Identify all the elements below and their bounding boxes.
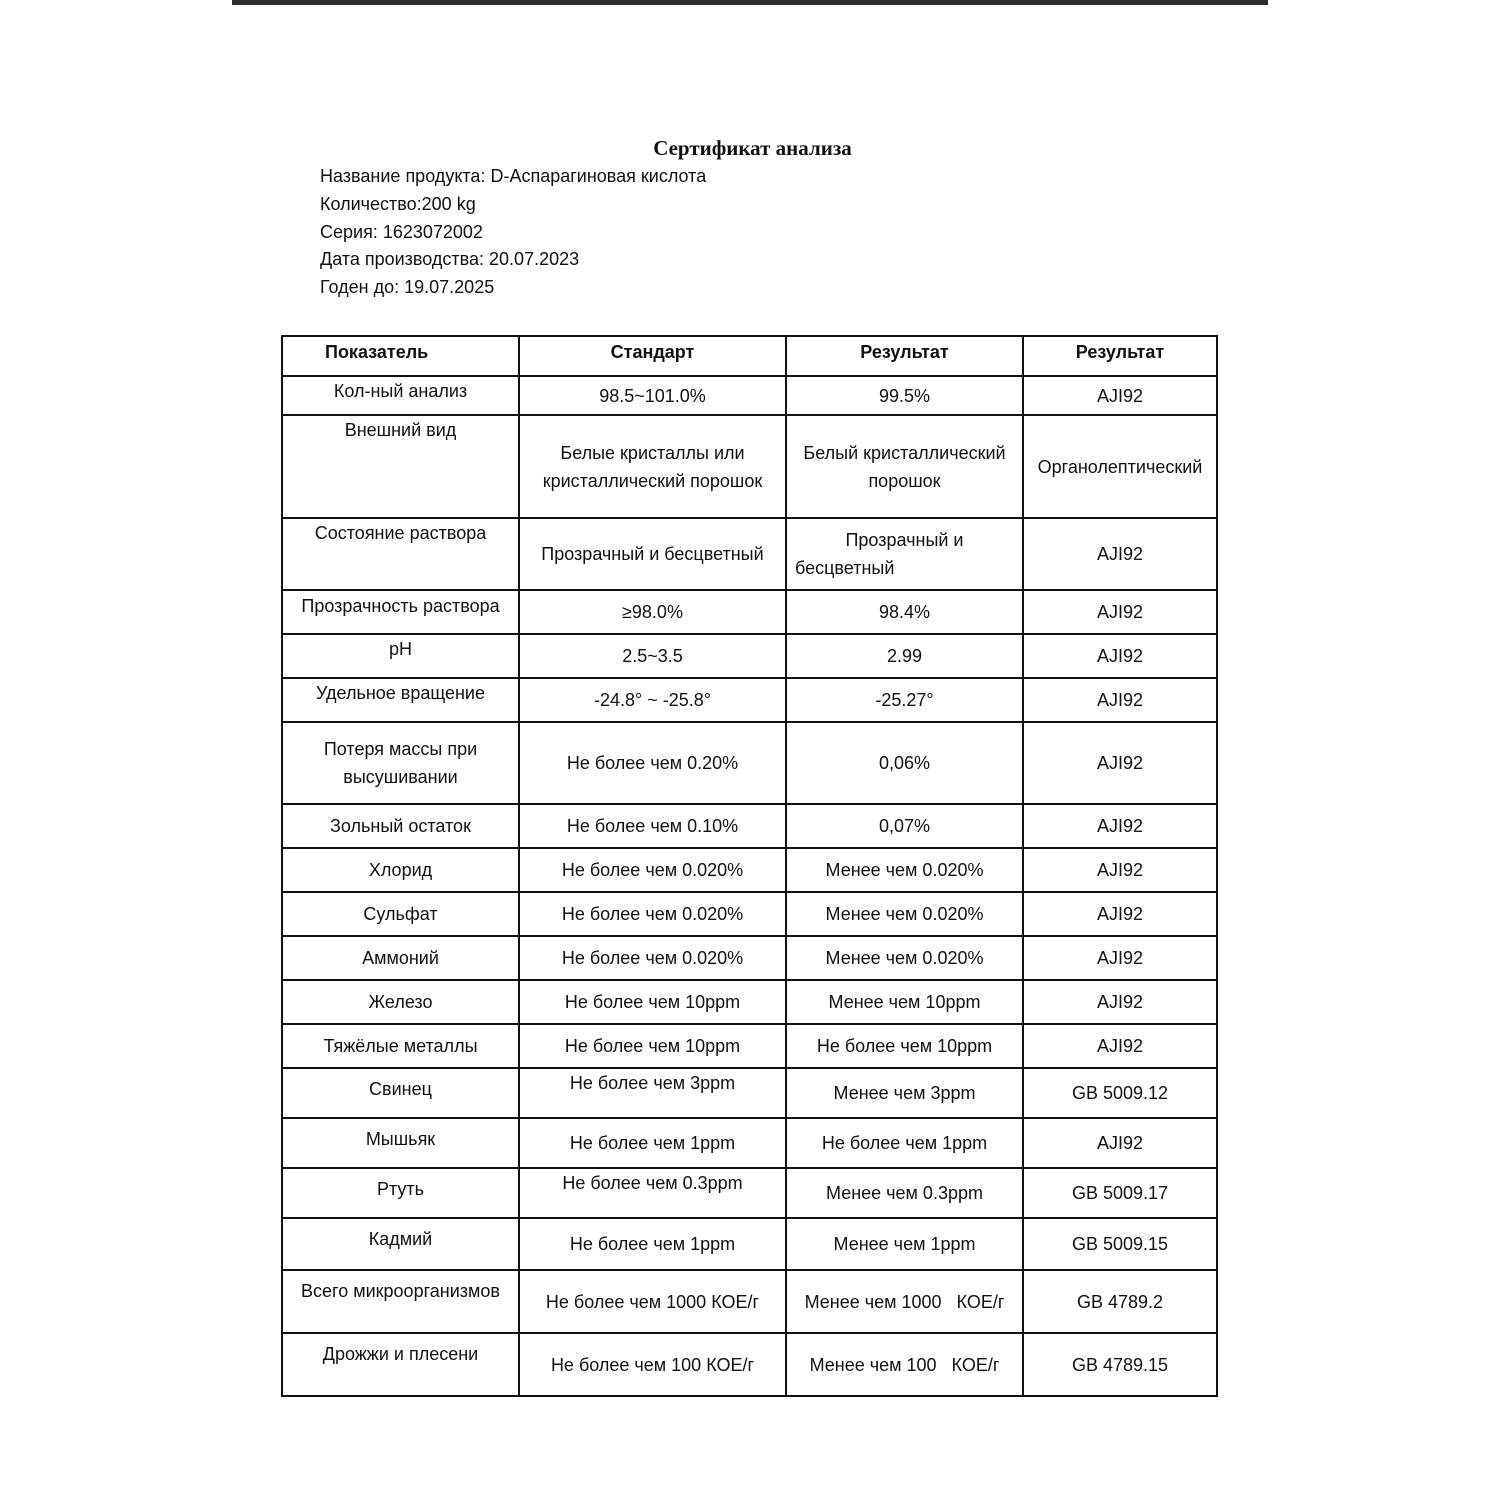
row-standard: Не более чем 1ppm [519, 1218, 786, 1270]
row-parameter: Зольный остаток [282, 804, 519, 848]
row-method: AJI92 [1023, 678, 1217, 722]
table-header-row [282, 336, 1217, 376]
quantity: Количество:200 kg [320, 193, 476, 214]
table-row [282, 1168, 1217, 1218]
row-parameter: Кадмий [282, 1218, 519, 1270]
table-row [282, 678, 1217, 722]
row-parameter: Тяжёлые металлы [282, 1024, 519, 1068]
row-result: Менее чем 10ppm [786, 980, 1023, 1024]
row-parameter: Прозрачность раствора [282, 590, 519, 634]
table-row [282, 590, 1217, 634]
row-standard: Не более чем 10ppm [519, 980, 786, 1024]
table-row [282, 1270, 1217, 1333]
row-result: 0,06% [786, 722, 1023, 804]
row-result: Менее чем 0.020% [786, 936, 1023, 980]
table-row [282, 1218, 1217, 1270]
row-standard: Не более чем 0.020% [519, 892, 786, 936]
row-parameter: Ртуть [282, 1168, 519, 1218]
table-row [282, 415, 1217, 518]
header-parameter: Показатель [282, 336, 519, 376]
table-row [282, 804, 1217, 848]
row-standard: Не более чем 0.020% [519, 936, 786, 980]
row-method: GB 5009.15 [1023, 1218, 1217, 1270]
table-row [282, 848, 1217, 892]
row-result: Менее чем 0.3ppm [786, 1168, 1023, 1218]
row-parameter: Свинец [282, 1068, 519, 1118]
row-parameter: Железо [282, 980, 519, 1024]
row-result: Не более чем 10ppm [786, 1024, 1023, 1068]
table-row [282, 722, 1217, 804]
row-parameter: Аммоний [282, 936, 519, 980]
row-standard: ≥98.0% [519, 590, 786, 634]
table-row [282, 1118, 1217, 1168]
table-row [282, 1068, 1217, 1118]
table-row [282, 1333, 1217, 1396]
row-standard: 98.5~101.0% [519, 376, 786, 415]
row-result: 0,07% [786, 804, 1023, 848]
row-standard: Не более чем 0.3ppm [519, 1168, 786, 1218]
row-method: AJI92 [1023, 1118, 1217, 1168]
row-standard: Не более чем 1000 КОЕ/г [519, 1270, 786, 1333]
row-standard: Прозрачный и бесцветный [519, 518, 786, 590]
header-method: Результат [1023, 336, 1217, 376]
row-parameter: Кол-ный анализ [282, 376, 519, 415]
row-method: AJI92 [1023, 1024, 1217, 1068]
product-info [320, 163, 706, 302]
header-result: Результат [786, 336, 1023, 376]
table-row [282, 376, 1217, 415]
row-standard: Не более чем 3ppm [519, 1068, 786, 1118]
row-parameter: Всего микроорганизмов [282, 1270, 519, 1333]
top-border-bar [232, 0, 1268, 5]
row-result: Менее чем 100 КОЕ/г [786, 1333, 1023, 1396]
row-parameter: Хлорид [282, 848, 519, 892]
row-method: GB 4789.15 [1023, 1333, 1217, 1396]
row-method: AJI92 [1023, 980, 1217, 1024]
row-parameter: Состояние раствора [282, 518, 519, 590]
row-result: 99.5% [786, 376, 1023, 415]
row-result: Прозрачный и бесцветный [786, 518, 1023, 590]
table-row [282, 518, 1217, 590]
row-method: GB 5009.17 [1023, 1168, 1217, 1218]
expiry-date: Годен до: 19.07.2025 [320, 277, 495, 298]
table-row [282, 1024, 1217, 1068]
row-result: Менее чем 1000 КОЕ/г [786, 1270, 1023, 1333]
analysis-table [281, 335, 1218, 1397]
header-standard: Стандарт [519, 336, 786, 376]
row-parameter: Сульфат [282, 892, 519, 936]
table-row [282, 634, 1217, 678]
row-standard: -24.8° ~ -25.8° [519, 678, 786, 722]
table-row [282, 936, 1217, 980]
row-result: 98.4% [786, 590, 1023, 634]
row-method: AJI92 [1023, 804, 1217, 848]
row-parameter: Потеря массы при высушивании [282, 722, 519, 804]
row-standard: Не более чем 10ppm [519, 1024, 786, 1068]
row-method: AJI92 [1023, 376, 1217, 415]
row-method: AJI92 [1023, 518, 1217, 590]
row-parameter: Удельное вращение [282, 678, 519, 722]
row-standard: 2.5~3.5 [519, 634, 786, 678]
row-result: 2.99 [786, 634, 1023, 678]
row-standard: Не более чем 100 КОЕ/г [519, 1333, 786, 1396]
row-standard: Не более чем 0.020% [519, 848, 786, 892]
table-row [282, 980, 1217, 1024]
row-method: AJI92 [1023, 936, 1217, 980]
row-method: AJI92 [1023, 892, 1217, 936]
row-result: Не более чем 1ppm [786, 1118, 1023, 1168]
table-row [282, 892, 1217, 936]
document-title: Сертификат анализа [653, 136, 852, 160]
row-method: AJI92 [1023, 848, 1217, 892]
row-method: AJI92 [1023, 590, 1217, 634]
row-method: AJI92 [1023, 634, 1217, 678]
row-standard: Белые кристаллы или кристаллический порошок [519, 415, 786, 518]
row-method: AJI92 [1023, 722, 1217, 804]
row-result: -25.27° [786, 678, 1023, 722]
production-date: Дата производства: 20.07.2023 [320, 249, 580, 270]
row-result: Менее чем 1ppm [786, 1218, 1023, 1270]
row-method: GB 5009.12 [1023, 1068, 1217, 1118]
row-method: GB 4789.2 [1023, 1270, 1217, 1333]
batch-number: Серия: 1623072002 [320, 221, 483, 242]
row-parameter: Внешний вид [282, 415, 519, 518]
row-parameter: pH [282, 634, 519, 678]
row-result: Менее чем 0.020% [786, 892, 1023, 936]
row-parameter: Мышьяк [282, 1118, 519, 1168]
row-standard: Не более чем 0.20% [519, 722, 786, 804]
row-result: Менее чем 0.020% [786, 848, 1023, 892]
row-result: Менее чем 3ppm [786, 1068, 1023, 1118]
row-standard: Не более чем 0.10% [519, 804, 786, 848]
row-method: Органолептический [1023, 415, 1217, 518]
row-result: Белый кристаллический порошок [786, 415, 1023, 518]
product-name: Название продукта: D-Аспарагиновая кислота [320, 166, 707, 186]
row-standard: Не более чем 1ppm [519, 1118, 786, 1168]
row-parameter: Дрожжи и плесени [282, 1333, 519, 1396]
